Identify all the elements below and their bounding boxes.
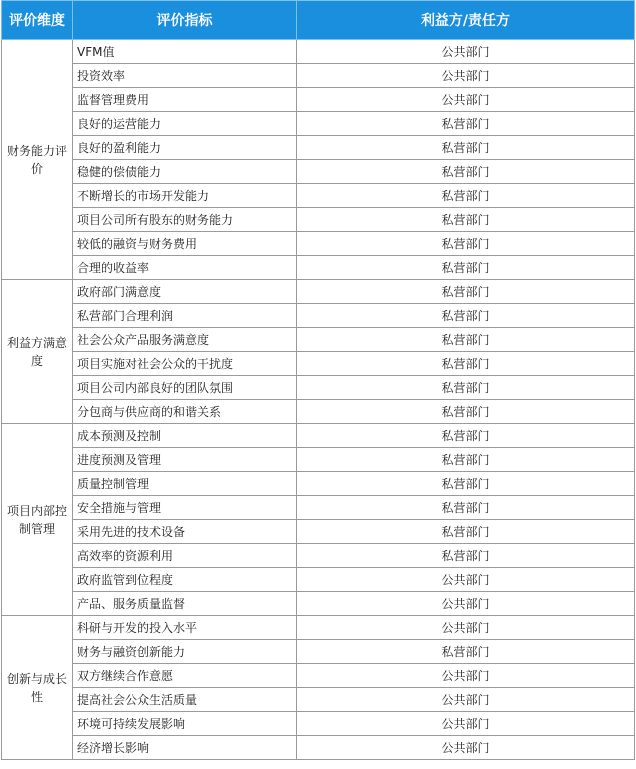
table-row: [2, 568, 635, 592]
table-row: [2, 88, 635, 112]
evaluation-table: [1, 0, 635, 760]
indicator-cell: 政府监管到位程度: [73, 568, 297, 592]
table-row: [2, 40, 635, 64]
responsible-cell: 私营部门: [297, 400, 635, 424]
indicator-cell: 提高社会公众生活质量: [73, 688, 297, 712]
indicator-cell: 采用先进的技术设备: [73, 520, 297, 544]
table-row: [2, 160, 635, 184]
table-row: [2, 616, 635, 640]
indicator-cell: 项目公司内部良好的团队氛围: [73, 376, 297, 400]
indicator-cell: 高效率的资源利用: [73, 544, 297, 568]
table-row: [2, 352, 635, 376]
responsible-cell: 私营部门: [297, 448, 635, 472]
table-row: [2, 232, 635, 256]
table-row: [2, 640, 635, 664]
indicator-cell: 较低的融资与财务费用: [73, 232, 297, 256]
header-dimension: 评价维度: [2, 1, 73, 40]
dimension-cell: 创新与成长性: [2, 616, 73, 760]
responsible-cell: 公共部门: [297, 736, 635, 760]
responsible-cell: 私营部门: [297, 352, 635, 376]
responsible-cell: 公共部门: [297, 688, 635, 712]
indicator-cell: 产品、服务质量监督: [73, 592, 297, 616]
indicator-cell: 监督管理费用: [73, 88, 297, 112]
indicator-cell: 社会公众产品服务满意度: [73, 328, 297, 352]
table-row: [2, 688, 635, 712]
indicator-cell: 政府部门满意度: [73, 280, 297, 304]
responsible-cell: 公共部门: [297, 592, 635, 616]
table-row: [2, 664, 635, 688]
indicator-cell: 项目公司所有股东的财务能力: [73, 208, 297, 232]
indicator-cell: 财务与融资创新能力: [73, 640, 297, 664]
responsible-cell: 公共部门: [297, 664, 635, 688]
indicator-cell: 项目实施对社会公众的干扰度: [73, 352, 297, 376]
dimension-cell: 项目内部控制管理: [2, 424, 73, 616]
responsible-cell: 私营部门: [297, 184, 635, 208]
indicator-cell: 投资效率: [73, 64, 297, 88]
table-row: [2, 304, 635, 328]
responsible-cell: 私营部门: [297, 544, 635, 568]
responsible-cell: 私营部门: [297, 136, 635, 160]
indicator-cell: 环境可持续发展影响: [73, 712, 297, 736]
header-responsible: 利益方/责任方: [297, 1, 635, 40]
indicator-cell: 分包商与供应商的和谐关系: [73, 400, 297, 424]
responsible-cell: 私营部门: [297, 280, 635, 304]
responsible-cell: 公共部门: [297, 64, 635, 88]
indicator-cell: 良好的运营能力: [73, 112, 297, 136]
indicator-cell: 双方继续合作意愿: [73, 664, 297, 688]
header-row: [2, 1, 635, 40]
responsible-cell: 私营部门: [297, 160, 635, 184]
indicator-cell: 合理的收益率: [73, 256, 297, 280]
responsible-cell: 私营部门: [297, 520, 635, 544]
indicator-cell: 经济增长影响: [73, 736, 297, 760]
header-indicator: 评价指标: [73, 1, 297, 40]
table-row: [2, 736, 635, 760]
table-row: [2, 376, 635, 400]
table-row: [2, 184, 635, 208]
table-row: [2, 64, 635, 88]
responsible-cell: 私营部门: [297, 328, 635, 352]
table-row: [2, 544, 635, 568]
responsible-cell: 私营部门: [297, 472, 635, 496]
dimension-cell: 利益方满意度: [2, 280, 73, 424]
table-row: [2, 592, 635, 616]
table-row: [2, 496, 635, 520]
table-row: [2, 424, 635, 448]
responsible-cell: 私营部门: [297, 112, 635, 136]
table-row: [2, 448, 635, 472]
table-row: [2, 712, 635, 736]
responsible-cell: 私营部门: [297, 376, 635, 400]
responsible-cell: 公共部门: [297, 568, 635, 592]
indicator-cell: 质量控制管理: [73, 472, 297, 496]
dimension-cell: 财务能力评价: [2, 40, 73, 280]
table-row: [2, 208, 635, 232]
table-row: [2, 112, 635, 136]
responsible-cell: 私营部门: [297, 496, 635, 520]
table-body: [2, 40, 635, 760]
indicator-cell: 安全措施与管理: [73, 496, 297, 520]
responsible-cell: 私营部门: [297, 232, 635, 256]
table-row: [2, 256, 635, 280]
indicator-cell: 进度预测及管理: [73, 448, 297, 472]
indicator-cell: 良好的盈利能力: [73, 136, 297, 160]
responsible-cell: 公共部门: [297, 616, 635, 640]
indicator-cell: 稳健的偿债能力: [73, 160, 297, 184]
table-row: [2, 136, 635, 160]
responsible-cell: 私营部门: [297, 640, 635, 664]
indicator-cell: 成本预测及控制: [73, 424, 297, 448]
indicator-cell: VFM值: [73, 40, 297, 64]
responsible-cell: 私营部门: [297, 256, 635, 280]
table-row: [2, 400, 635, 424]
responsible-cell: 私营部门: [297, 208, 635, 232]
indicator-cell: 不断增长的市场开发能力: [73, 184, 297, 208]
responsible-cell: 私营部门: [297, 304, 635, 328]
responsible-cell: 私营部门: [297, 424, 635, 448]
responsible-cell: 公共部门: [297, 40, 635, 64]
table-row: [2, 472, 635, 496]
table-row: [2, 520, 635, 544]
responsible-cell: 公共部门: [297, 712, 635, 736]
indicator-cell: 科研与开发的投入水平: [73, 616, 297, 640]
table-row: [2, 328, 635, 352]
responsible-cell: 公共部门: [297, 88, 635, 112]
indicator-cell: 私营部门合理利润: [73, 304, 297, 328]
table-row: [2, 280, 635, 304]
